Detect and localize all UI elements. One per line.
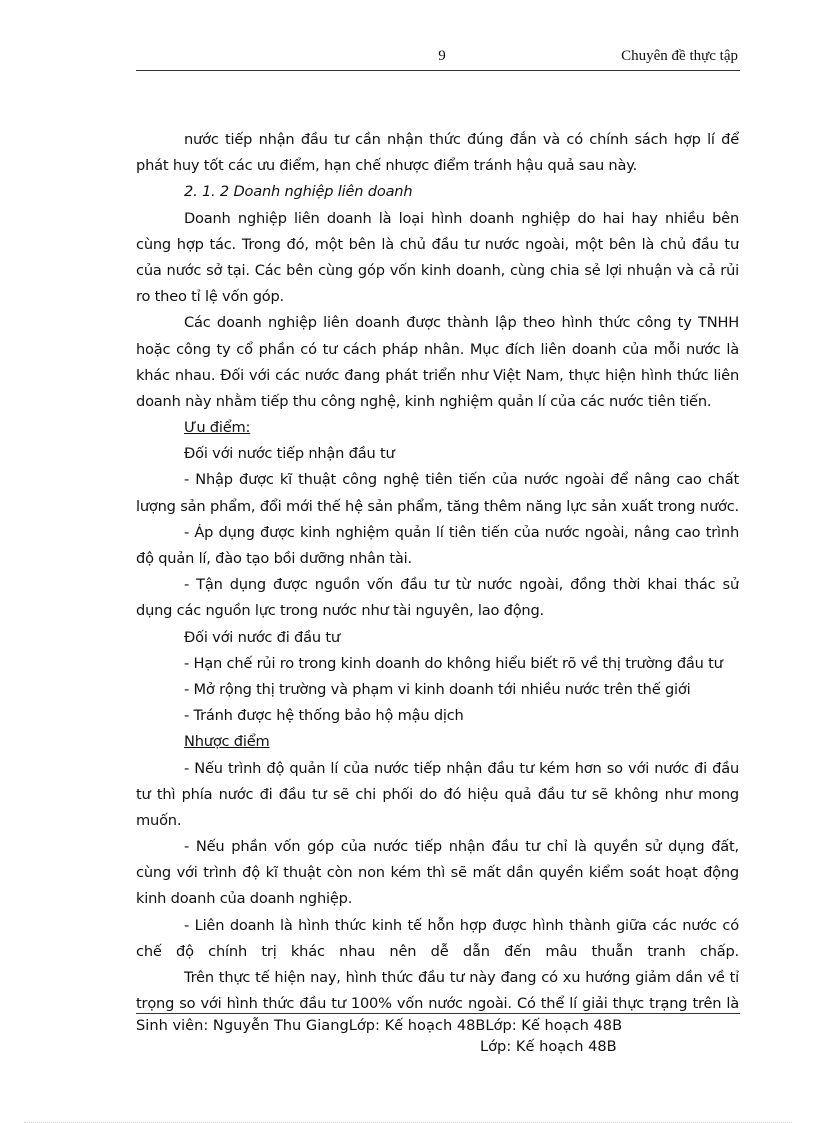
text-line: cùng với trình độ kĩ thuật còn non kém thì sẽ mất dần quyền kiểm soát hoạt động [136, 864, 739, 882]
text-line: Đối với nước tiếp nhận đầu tư [184, 445, 395, 463]
text-line: độ quản lí, đào tạo bồi dưỡng nhân tài. [136, 550, 412, 567]
text-line: tư thì phía nước đi đầu tư sẽ chi phối do đó hiệu quả đầu tư sẽ không như mong [136, 785, 739, 803]
subheading-disadvantages [136, 733, 739, 759]
text-line: nước tiếp nhận đầu tư cần nhận thức đúng đắn và có chính sách hợp lí để [184, 131, 739, 148]
text-line: hoặc công ty cổ phần có tư cách pháp nhân. Mục đích liên doanh của mỗi nước là [136, 340, 739, 358]
text-line: của nước sở tại. Các bên cùng góp vốn kinh doanh, cùng chia sẻ lợi nhuận và cả rủi [136, 261, 739, 279]
text-line: - Liên doanh là hình thức kinh tế hỗn hợp được hình thành giữa các nước có [184, 916, 739, 934]
text-line: - Mở rộng thị trường và phạm vi kinh doanh tới nhiều nước trên thế giới [184, 680, 691, 698]
subheading-advantages [136, 419, 739, 445]
text-line: lượng sản phẩm, đổi mới thế hệ sản phẩm, tăng thêm năng lực sản xuất trong nước. [136, 497, 739, 515]
section-heading: 2. 1. 2 Doanh nghiệp liên doanh [184, 183, 413, 201]
text-line: ro theo tỉ lệ vốn góp. [136, 288, 285, 306]
text-line: muốn. [136, 811, 182, 829]
subheading-disadvantages-label: Nhược điểm [184, 733, 270, 751]
footer-student-info: Sinh viên: Nguyễn Thu GiangLớp: Kế hoạch 48BLớp: Kế hoạch 48B [136, 1017, 623, 1034]
text-line: khác nhau. Đối với các nước đang phát triển như Việt Nam, thực hiện hình thức liên [136, 366, 739, 384]
header-title: Chuyên đề thực tập [621, 48, 738, 64]
text-line: trọng so với hình thức đầu tư 100% vốn nước ngoài. Có thể lí giải thực trạng trên là [136, 995, 739, 1013]
text-line: cùng hợp tác. Trong đó, một bên là chủ đầu tư nước ngoài, một bên là chủ đầu tư [136, 235, 739, 253]
text-line: Đối với nước đi đầu tư [184, 628, 340, 646]
header-divider [136, 70, 740, 71]
subheading-advantages-label: Ưu điểm: [184, 419, 251, 437]
text-line: chế độ chính trị khác nhau nên dễ dẫn đến mâu thuẫn tranh chấp. [136, 942, 739, 960]
footer-divider [136, 1013, 740, 1014]
text-line: - Tận dụng được nguồn vốn đầu tư từ nước ngoài, đồng thời khai thác sử [184, 576, 739, 594]
text-line: - Tránh được hệ thống bảo hộ mậu dịch [184, 707, 464, 725]
footer-class-info: Lớp: Kế hoạch 48B [480, 1038, 617, 1055]
text-line: Doanh nghiệp liên doanh là loại hình doanh nghiệp do hai hay nhiều bên [184, 209, 739, 227]
text-line: kinh doanh của doanh nghiệp. [136, 890, 353, 908]
text-line: phát huy tốt các ưu điểm, hạn chế nhược điểm tránh hậu quả sau này. [136, 157, 638, 175]
text-line: - Hạn chế rủi ro trong kinh doanh do không hiểu biết rõ về thị trường đầu tư [184, 654, 723, 672]
text-line: Các doanh nghiệp liên doanh được thành lập theo hình thức công ty TNHH [184, 314, 739, 332]
header-page-number: 9 [438, 48, 446, 64]
text-line: dụng các nguồn lực trong nước như tài nguyên, lao động. [136, 602, 544, 620]
text-line: doanh này nhằm tiếp thu công nghệ, kinh nghiệm quản lí của các nước tiên tiến. [136, 392, 712, 410]
text-line: - Nếu trình độ quản lí của nước tiếp nhận đầu tư kém hơn so với nước đi đầu [184, 759, 739, 777]
text-line: - Nhập được kĩ thuật công nghệ tiên tiến của nước ngoài để nâng cao chất [184, 471, 739, 489]
text-line: - Nếu phần vốn góp của nước tiếp nhận đầu tư chỉ là quyền sử dụng đất, [184, 838, 739, 856]
text-line: Trên thực tế hiện nay, hình thức đầu tư này đang có xu hướng giảm dần về tỉ [184, 969, 739, 986]
body-text [136, 131, 739, 1021]
text-line: - Áp dụng được kinh nghiệm quản lí tiên tiến của nước ngoài, nâng cao trình [184, 523, 739, 541]
